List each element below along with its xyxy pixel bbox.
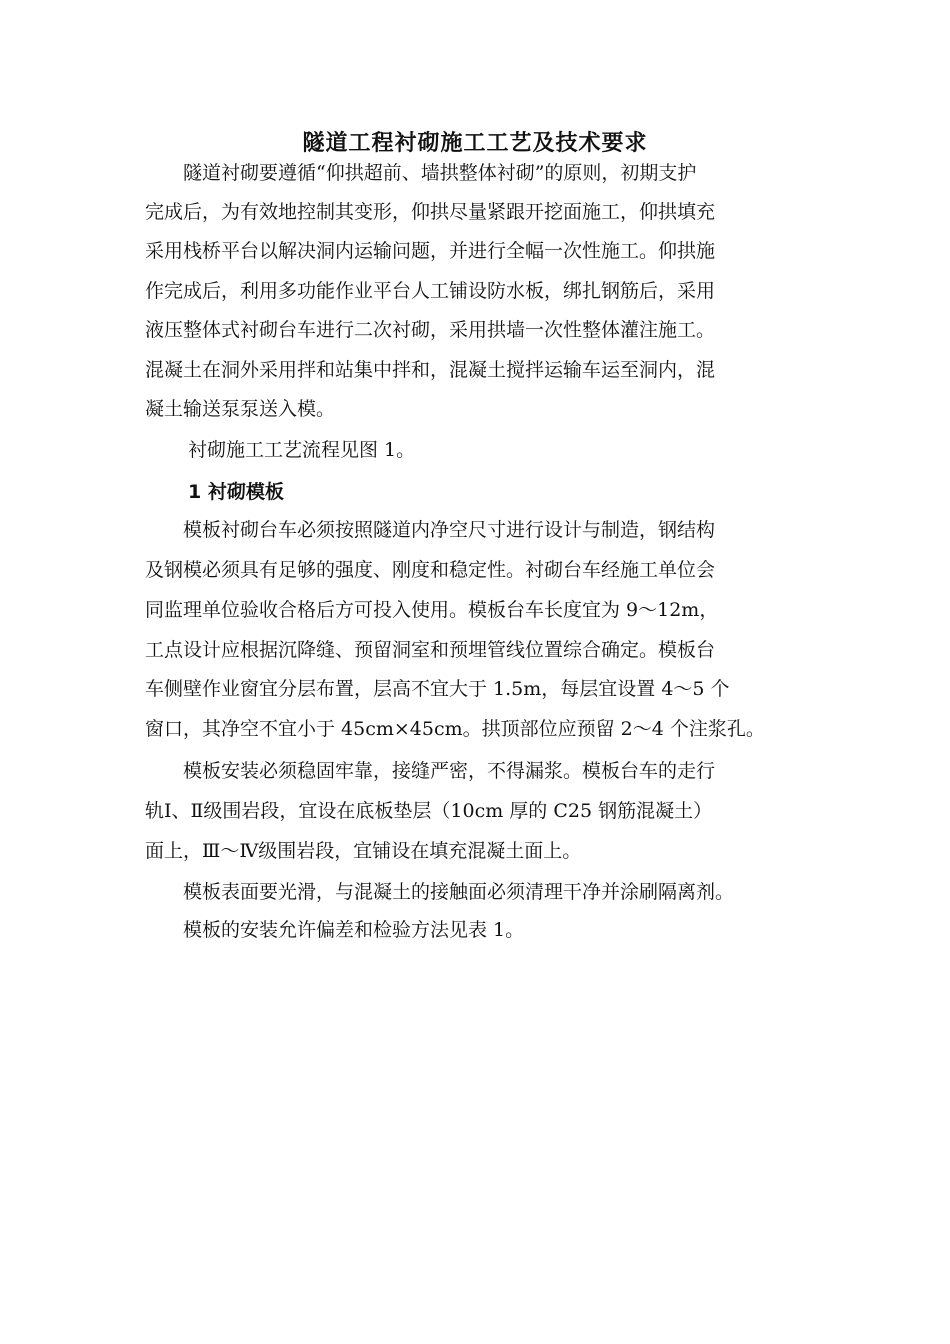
para1-line-1: 模板衬砌台车必须按照隧道内净空尺寸进行设计与制造，钢结构 — [183, 519, 716, 541]
flow-reference: 衬砌施工工艺流程见图 1。 — [188, 439, 416, 461]
para1-line-6: 窗口，其净空不宜小于 45cm×45cm。拱顶部位应预留 2～4 个注浆孔。 — [145, 718, 765, 740]
para1-line-2: 及钢模必须具有足够的强度、刚度和稳定性。衬砌台车经施工单位会 — [145, 559, 716, 581]
para1-line-3: 同监理单位验收合格后方可投入使用。模板台车长度宜为 9～12m， — [145, 599, 719, 621]
para3: 模板表面要光滑，与混凝土的接触面必须清理干净并涂刷隔离剂。 — [183, 881, 735, 903]
section-heading: 1 衬砌模板 — [188, 481, 284, 503]
intro-line-3: 采用栈桥平台以解决洞内运输问题，并进行全幅一次性施工。仰拱施 — [145, 240, 716, 262]
para4: 模板的安装允许偏差和检验方法见表 1。 — [183, 919, 525, 941]
para1-line-5: 车侧壁作业窗宜分层布置，层高不宜大于 1.5m，每层宜设置 4～5 个 — [145, 678, 730, 700]
intro-line-4: 作完成后，利用多功能作业平台人工铺设防水板，绑扎钢筋后，采用 — [145, 280, 716, 302]
intro-line-7: 凝土输送泵泵送入模。 — [145, 398, 336, 420]
document-title: 隧道工程衬砌施工工艺及技术要求 — [302, 130, 648, 156]
intro-line-2: 完成后，为有效地控制其变形，仰拱尽量紧跟开挖面施工，仰拱填充 — [145, 201, 716, 223]
intro-line-1: 隧道衬砌要遵循“仰拱超前、墙拱整体衬砌”的原则，初期支护 — [183, 162, 697, 184]
intro-line-5: 液压整体式衬砌台车进行二次衬砌，采用拱墙一次性整体灌注施工。 — [145, 319, 716, 341]
para2-line-2: 轨Ⅰ、Ⅱ级围岩段，宜设在底板垫层（10cm 厚的 C25 钢筋混凝土） — [145, 800, 713, 822]
intro-line-6: 混凝土在洞外采用拌和站集中拌和，混凝土搅拌运输车运至洞内，混 — [145, 359, 716, 381]
para2-line-1: 模板安装必须稳固牢靠，接缝严密，不得漏浆。模板台车的走行 — [183, 760, 716, 782]
para2-line-3: 面上，Ⅲ～Ⅳ级围岩段，宜铺设在填充混凝土面上。 — [145, 840, 582, 862]
para1-line-4: 工点设计应根据沉降缝、预留洞室和预埋管线位置综合确定。模板台 — [145, 639, 716, 661]
